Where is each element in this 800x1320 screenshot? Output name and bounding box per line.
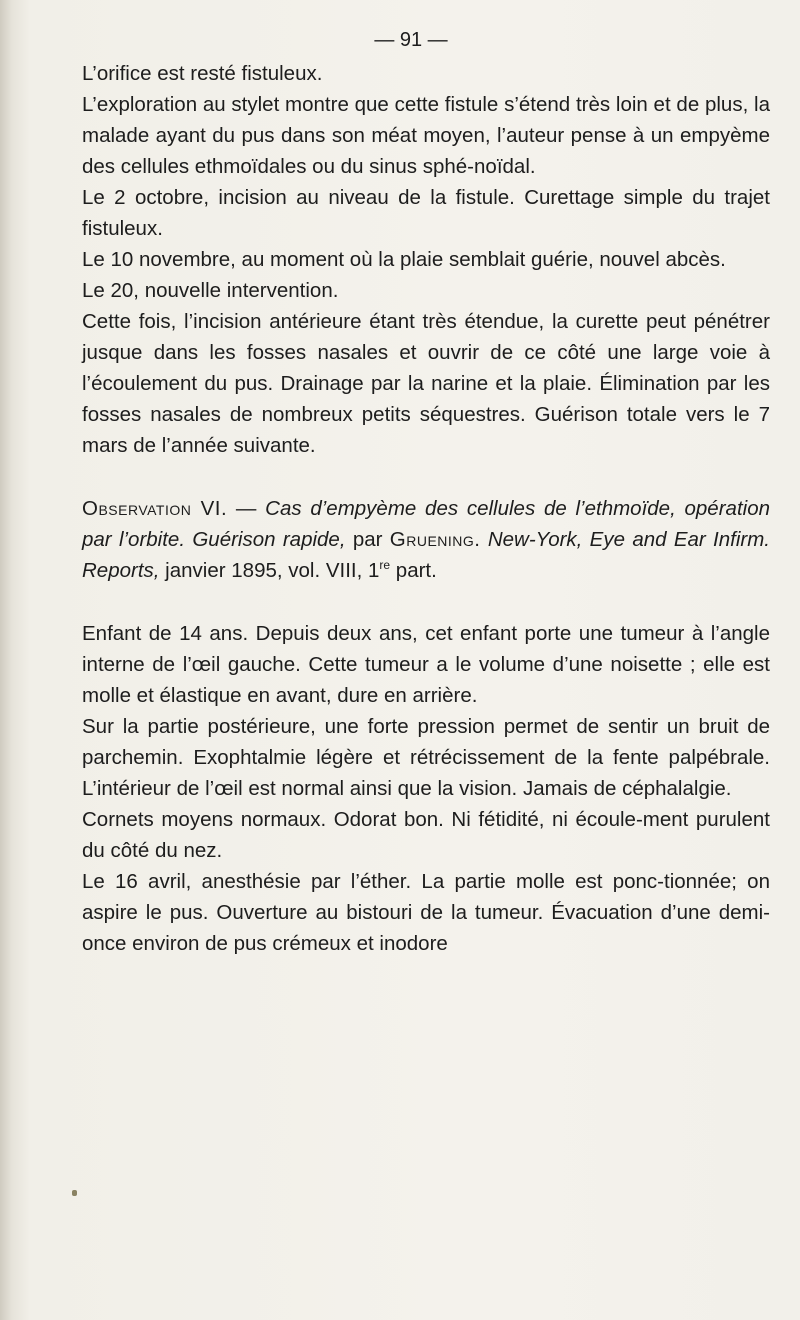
page-number: — 91 — (374, 29, 448, 51)
observation-label: Observation VI. (82, 497, 228, 520)
ink-speck (72, 1190, 77, 1196)
paragraph: L’orifice est resté fistuleux. (82, 62, 323, 85)
paragraph: Le 16 avril, anesthésie par l’éther. La partie molle est ponc-tionnée; on aspire le pus. Ouverture au bistouri de la tumeur. Évacuation d’une demi-once environ de pus crémeux et inodore (82, 870, 770, 955)
observation-reference-sup: re (379, 558, 391, 573)
paragraph: Le 2 octobre, incision au niveau de la fistule. Curettage simple du trajet fistuleux. (82, 186, 770, 240)
observation-heading (82, 493, 770, 586)
observation-reference-end: part. (390, 559, 437, 582)
observation-by: par (345, 528, 390, 551)
observation-reference: janvier 1895, vol. VIII, 1 (159, 559, 380, 582)
paragraph: Sur la partie postérieure, une forte pression permet de sentir un bruit de parchemin. Exophtalmie légère et rétrécissement de la fente palpébrale. L’intérieur de l’œil est normal ainsi que la vision. Jamais de céphalalgie. (82, 715, 770, 800)
paragraph: Cornets moyens normaux. Odorat bon. Ni fétidité, ni écoule-ment purulent du côté du nez. (82, 808, 770, 862)
observation-title: Cas d’empyème des cellules de l’ethmoïde, opération par l’orbite. Guérison rapide, (82, 497, 770, 551)
paragraph: Enfant de 14 ans. Depuis deux ans, cet enfant porte une tumeur à l’angle interne de l’œil gauche. Cette tumeur a le volume d’une noisette ; elle est molle et élastique en avant, dure en arrière. (82, 622, 770, 707)
paragraph: Cette fois, l’incision antérieure étant très étendue, la curette peut pénétrer jusque dans les fosses nasales et ouvrir de ce côté une large voie à l’écoulement du pus. Drainage par la narine et la plaie. Élimination par les fosses nasales de nombreux petits séquestres. Guérison totale vers le 7 mars de l’année suivante. (82, 310, 770, 457)
observation-author: Gruening. (389, 528, 481, 551)
observation-source: New-York, Eye and Ear Infirm. Reports, (82, 528, 770, 582)
page-text (82, 22, 770, 959)
paragraph: Le 10 novembre, au moment où la plaie semblait guérie, nouvel abcès. (82, 248, 726, 271)
paragraph: Le 20, nouvelle intervention. (82, 279, 339, 302)
paragraph: L’exploration au stylet montre que cette fistule s’étend très loin et de plus, la malade ayant du pus dans son méat moyen, l’auteur pense à un empyème des cellules ethmoïdales ou du sinus sphé-noïdal. (82, 93, 770, 178)
observation-dash: — (227, 497, 266, 520)
